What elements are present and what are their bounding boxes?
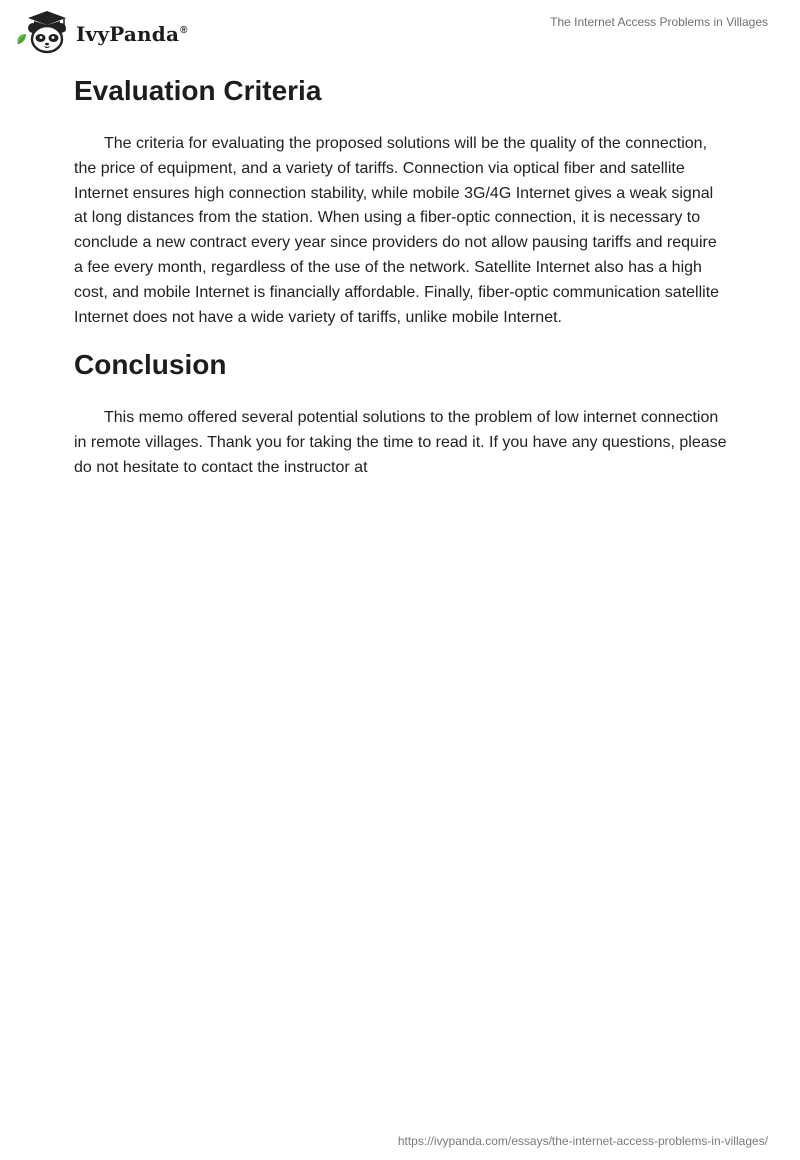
essay-content	[74, 70, 728, 481]
evaluation-criteria-paragraph: The criteria for evaluating the proposed solutions will be the quality of the connection, the price of equipment, and a variety of tariffs. Connection via optical fiber and satellite Internet ensures high connection stability, while mobile 3G/4G Internet gives a weak signal at long distances from the station. When using a fiber-optic connection, it is necessary to conclude a new contract every year since providers do not allow pausing tariffs and require a fee every month, regardless of the use of the network. Satellite Internet also has a high cost, and mobile Internet is financially affordable. Finally, fiber-optic communication satellite Internet does not have a wide variety of tariffs, unlike mobile Internet.	[74, 135, 720, 326]
conclusion-heading: Conclusion	[74, 349, 227, 381]
running-title: The Internet Access Problems in Villages	[550, 15, 768, 29]
logo-wordmark: IvyPanda®	[76, 22, 188, 46]
evaluation-criteria-heading: Evaluation Criteria	[74, 75, 322, 106]
registered-mark: ®	[180, 25, 188, 37]
source-url[interactable]: https://ivypanda.com/essays/the-internet-access-problems-in-villages/	[397, 1134, 768, 1148]
ivypanda-logo[interactable]	[14, 8, 188, 58]
panda-logo-icon	[14, 8, 70, 58]
conclusion-paragraph: This memo offered several potential solutions to the problem of low internet connection in remote villages. Thank you for taking the time to read it. If you have any questions, please do not hesitate to contact the instructor at	[74, 409, 727, 476]
